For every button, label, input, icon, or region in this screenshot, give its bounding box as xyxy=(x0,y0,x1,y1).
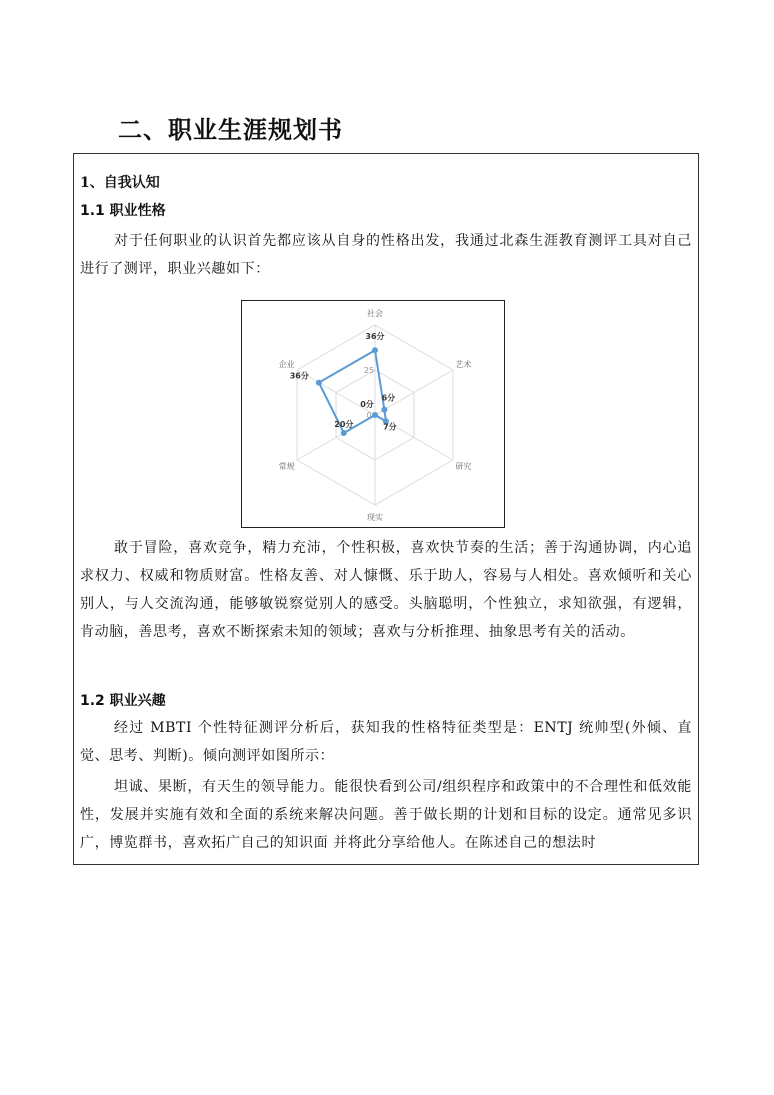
radar-axis-label-3: 现实 xyxy=(367,513,383,522)
radar-value-label-1: 6分 xyxy=(381,393,396,403)
radar-value-label-0: 36分 xyxy=(365,332,385,342)
radar-axis-label-1: 艺术 xyxy=(455,360,472,369)
radar-svg xyxy=(242,301,504,527)
radar-point-1 xyxy=(381,407,387,413)
radar-axis-label-0: 社会 xyxy=(367,309,383,318)
radar-axis-label-2: 研究 xyxy=(455,462,472,471)
radar-point-5 xyxy=(316,380,322,386)
radar-value-label-5: 36分 xyxy=(289,371,309,381)
personality-paragraph: 敢于冒险，喜欢竞争，精力充沛，个性积极，喜欢快节奏的生活；善于沟通协调，内心追求权力、权威和物质财富。性格友善、对人慷慨、乐于助人，容易与人相处。喜欢倾听和关心别人，与人交流沟通，能够敏锐察觉别人的感受。头脑聪明，个性独立，求知欲强，有逻辑，肯动脑，善思考，喜欢不断探索未知的领域；喜欢与分析推理、抽象思考有关的活动。 xyxy=(80,540,692,640)
radar-value-label-3: 0分 xyxy=(360,400,374,409)
mbti-paragraph: 经过 MBTI 个性特征测评分析后，获知我的性格特征类型是：ENTJ 统帅型(外倾、直觉、思考、判断)。倾向测评如图所示： xyxy=(80,720,692,764)
radar-tick-label-1: 25 xyxy=(363,366,375,375)
radar-point-0 xyxy=(372,347,378,353)
radar-axis-label-4: 常规 xyxy=(278,462,295,471)
entj-paragraph: 坦诚、果断，有天生的领导能力。能很快看到公司/组织程序和政策中的不合理性和低效能性，发展并实施有效和全面的系统来解决问题。善于做长期的计划和目标的设定。通常见多识广，博览群书，喜欢拓广自己的知识面 并将此分享给他人。在陈述自己的想法时 xyxy=(80,779,692,851)
intro-paragraph: 对于任何职业的认识首先都应该从自身的性格出发，我通过北森生涯教育测评工具对自己进行了测评，职业兴趣如下： xyxy=(80,233,692,277)
career-interest-radar-chart xyxy=(241,300,505,528)
radar-value-label-4: 20分 xyxy=(334,420,354,429)
section-heading-career-personality: 1.1 职业性格 xyxy=(80,203,166,219)
radar-tick-label-0: 0 xyxy=(366,411,372,420)
section-heading-self-awareness: 1、自我认知 xyxy=(80,175,160,191)
radar-point-3 xyxy=(372,412,378,418)
radar-value-label-2: 7分 xyxy=(383,422,397,432)
page-title: 二、职业生涯规划书 xyxy=(118,116,343,144)
radar-point-4 xyxy=(341,430,347,436)
radar-axis-label-5: 企业 xyxy=(278,360,295,369)
section-heading-career-interest: 1.2 职业兴趣 xyxy=(80,693,166,709)
